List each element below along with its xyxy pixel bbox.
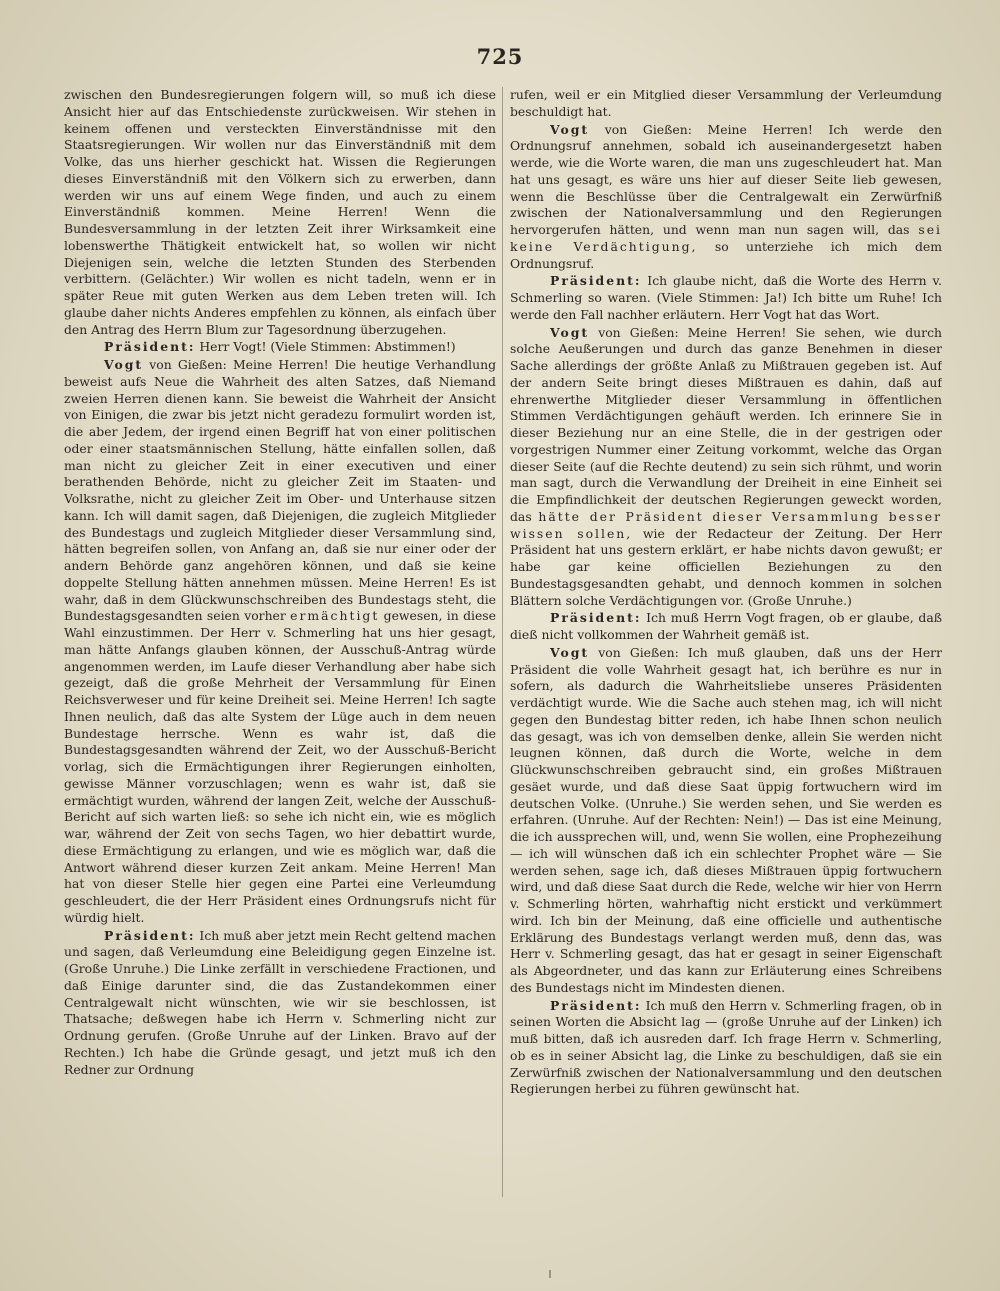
paragraph — [510, 273, 942, 323]
left-column — [64, 87, 496, 1227]
speaker-name: Vogt — [550, 324, 590, 340]
text-run: zwischen den Bundesregierungen folgern will, so muß ich diese Ansicht hier auf das Entschiedenste zurückweisen. Wir stehen in keinem offenen und versteckten Einverständnisse mit den Staatsregierungen. Wir wollen nur das Einverständniß mit dem Volke, das uns hierher geschickt hat. Wissen die Regierungen dieses Einverständniß mit den Völkern sich zu erwerben, dann werden wir uns auf einem Wege finden, und auch zu einem Einverständniß kommen. Meine Herren! Wenn die Bundesversammlung in der letzten Zeit ihrer Wirksamkeit eine lobenswerthe Thätigkeit entwickelt hat, so wollen wir nicht Diejenigen sein, welche die letzten Stunden des Sterbenden verbittern. (Gelächter.) Wir wollen es nicht tadeln, wenn er in später Reue mit guten Werken aus dem Leben treten will. Ich glaube daher nichts Anderes empfehlen zu können, als einfach über den Antrag des Herrn Blum zur Tagesordnung überzugehen. — [64, 87, 496, 337]
speaker-name: Präsident: — [550, 273, 642, 289]
speaker-name: Vogt — [550, 121, 590, 137]
text-run: Ich muß aber jetzt mein Recht geltend machen und sagen, daß Verleumdung eine Beleidigung gegen Einzelne ist. (Große Unruhe.) Die Linke zerfällt in verschiedene Fractionen, und daß Einige darunter sind, die das Zustandekommen einer Centralgewalt nicht wünschten, wie wir sie beschlossen, ist Thatsache; deßwegen habe ich Herrn v. Schmerling nicht zur Ordnung gerufen. (Große Unruhe auf der Linken. Bravo auf der Rechten.) Ich habe die Gründe gesagt, und jetzt muß ich den Redner zur Ordnung — [64, 927, 496, 1077]
text-run: ermächtigt — [290, 608, 380, 624]
text-run: von Gießen: Ich muß glauben, daß uns der Herr Präsident die volle Wahrheit gesagt hat, ich berühre es nur in sofern, als dadurch die Wahrheitsliebe unseres Präsidenten verdächtigt wurde. Wie die Sache auch stehen mag, ich will nicht gegen den Bundestag bitter reden, ich habe Ihnen schon neulich das gesagt, was ich von demselben denke, allein Sie werden nicht leugnen können, daß durch die Worte, welche in dem Glückwunschschreiben gebraucht sind, ein großes Mißtrauen gesäet wurde, und daß diese Saat üppig fortwuchern wird im deutschen Volke. (Unruhe.) Sie werden sehen, und Sie werden es erfahren. (Unruhe. Auf der Rechten: Nein!) — Das ist eine Meinung, die ich aussprechen will, und, wenn Sie wollen, eine Prophezeihung — ich will wünschen daß ich ein schlechter Prophet wäre — Sie werden sehen, sage ich, daß dieses Mißtrauen üppig fortwuchern wird, und daß diese Saat durch die Rede, welche wir hier von Herrn v. Schmerling hörten, wahrhaftig nicht erstickt und verkümmert wird. Ich bin der Meinung, daß eine officielle und authentische Erklärung des Bundestags verlangt werden muß, denn das, was Herr v. Schmerling gesagt, das hat er gesagt in seiner Eigenschaft als Abgeordneter, und das kann zur Erläuterung eines Schreibens des Bundestags nicht im Mindesten dienen. — [510, 644, 942, 995]
text-run: wie der Redacteur der Zeitung. Der Herr Präsident hat uns gestern erklärt, er habe nichts davon gewußt; er habe gar keine officiellen Beziehungen zu den Bundestagsgesandten gehabt, und dennoch kommen in solchen Blättern solche Verdächtigungen vor. (Große Unruhe.) — [510, 525, 942, 608]
text-run: Ich glaube nicht, daß die Worte des Herrn v. Schmerling so waren. (Viele Stimmen: Ja!) Ich bitte um Ruhe! Ich werde den Fall nachher erläutern. Herr Vogt hat das Wort. — [510, 273, 942, 322]
text-run: sei keine Verdächtigung, — [510, 222, 942, 254]
paragraph — [64, 357, 496, 927]
paragraph — [510, 87, 942, 121]
text-run: rufen, weil er ein Mitglied dieser Versammlung der Verleumdung beschuldigt hat. — [510, 87, 942, 119]
speaker-name: Präsident: — [550, 610, 642, 626]
speaker-name: Vogt — [550, 644, 590, 660]
text-run: so unterziehe ich mich dem Ordnungsruf. — [510, 238, 942, 271]
paragraph — [510, 610, 942, 644]
speaker-name: Präsident: — [104, 339, 196, 355]
text-run: gewesen, in diese Wahl einzustimmen. Der Herr v. Schmerling hat uns hier gesagt, man hätte Anfangs glauben können, der Ausschuß-Antrag würde angenommen werden, im Laufe dieser Verhandlung aber habe sich gezeigt, daß die große Mehrheit der Versammlung für Einen Reichsverweser und für keine Dreiheit sei. Meine Herren! Ich sagte Ihnen neulich, daß das alte System der Lüge auch in dem neuen Bundestage herrsche. Wenn es wahr ist, daß die Bundestagsgesandten während der Zeit, wo der Ausschuß-Bericht vorlag, sich die Ermächtigungen ihrer Regierungen einholten, gewisse Männer vorzuschlagen; wenn es wahr ist, daß sie ermächtigt wurden, während der langen Zeit, welche der Ausschuß-Bericht auf sich warten ließ: so sehe ich nicht ein, wie es möglich war, während der Zeit von sechs Tagen, wo hier debattirt wurde, diese Ermächtigung zu erlangen, und wie es möglich war, daß die Antwort während dieser kurzen Zeit ankam. Meine Herren! Man hat von dieser Stelle hier gegen eine Partei eine Verleumdung geschleudert, die der Herr Präsident eines Ordnungsrufs nicht für würdig hielt. — [64, 608, 496, 925]
page-number: 725 — [476, 44, 524, 69]
text-run: von Gießen: Meine Herren! Die heutige Verhandlung beweist aufs Neue die Wahrheit des alten Satzes, daß Niemand zweien Herren dienen kann. Sie beweist die Wahrheit der Ansicht von Einigen, die zwar bis jetzt nicht geradezu formulirt worden ist, die aber Jedem, der irgend einen Begriff hat von einer politischen oder einer staatsmännischen Stellung, hätte einfallen sollen, daß man nicht zu gleicher Zeit in einer executiven und einer berathenden Behörde, nicht zu gleicher Zeit im Staaten- und Volksrathe, nicht zu gleicher Zeit im Ober- und Unterhause sitzen kann. Ich will damit sagen, daß Diejenigen, die zugleich Mitglieder des Bundestags und zugleich Mitglieder dieser Versammlung sind, hätten begreifen sollen, von Anfang an, daß sie nur einer oder der andern Behörde ganz angehören können, und daß sie keine doppelte Stellung hätten annehmen müssen. Meine Herren! Es ist wahr, daß in dem Glückwunschschreiben des Bundestags steht, die Bundestagsgesandten seien vorher — [64, 357, 496, 624]
paragraph — [510, 645, 942, 997]
text-run: Ich muß den Herrn v. Schmerling fragen, ob in seinen Worten die Absicht lag — (große Unruhe auf der Linken) ich muß bitten, daß ich ausreden darf. Ich frage Herrn v. Schmerling, ob es in seiner Absicht lag, die Linke zu beschuldigen, daß sie ein Zerwürfniß zwischen der Nationalversammlung und den deutschen Regierungen herbei zu führen gewünscht hat. — [510, 997, 942, 1097]
speaker-name: Vogt — [104, 357, 144, 372]
paragraph — [64, 87, 496, 338]
text-run: Ich muß Herrn Vogt fragen, ob er glaube, daß dieß nicht vollkommen der Wahrheit gemäß ist. — [510, 610, 942, 642]
right-column — [510, 87, 942, 1227]
text-run: Herr Vogt! (Viele Stimmen: Abstimmen!) — [195, 339, 456, 355]
paragraph — [510, 998, 942, 1099]
text-run: von Gießen: Meine Herren! Ich werde den Ordnungsruf annehmen, sobald ich auseinandergesetzt haben werde, wie die Worte waren, die man uns zugeschleudert hat. Man hat uns gesagt, es wäre uns hier auf dieser Seite lieb gewesen, wenn die Beschlüsse über die Centralgewalt ein Zerwürfniß zwischen der Nationalversammlung und den Regierungen hervorgerufen hätten, und wenn man nun sagen will, das — [510, 121, 942, 237]
paragraph — [510, 325, 942, 610]
text-run: hätte der Präsident dieser Versammlung besser wissen sollen, — [510, 508, 942, 541]
speaker-name: Präsident: — [104, 927, 196, 943]
text-run: von Gießen: Meine Herren! Sie sehen, wie durch solche Aeußerungen und durch das ganze Benehmen in dieser Sache allerdings der größte Anlaß zu Mißtrauen gegeben ist. Auf der andern Seite bringt dieses Mißtrauen es dahin, daß auf ehrenwerthe Mitglieder dieser Versammlung in öffentlichen Stimmen Verdächtigungen gehäuft werden. Ich erinnere Sie in dieser Beziehung nur an eine Stelle, die in der gestrigen oder vorgestrigen Nummer einer Zeitung vorkommt, welche das Organ dieser Seite (auf die Rechte deutend) zu sein sich rühmt, und worin man sagt, durch die Verwandlung der Dreiheit in eine Einheit sei die Empfindlichkeit der deutschen Regierungen geweckt worden, das — [510, 324, 942, 524]
paragraph — [64, 339, 496, 356]
column-divider — [502, 87, 503, 1197]
paragraph — [64, 928, 496, 1079]
speaker-name: Präsident: — [550, 997, 642, 1013]
paragraph — [510, 122, 942, 273]
printer-mark — [549, 1270, 551, 1278]
